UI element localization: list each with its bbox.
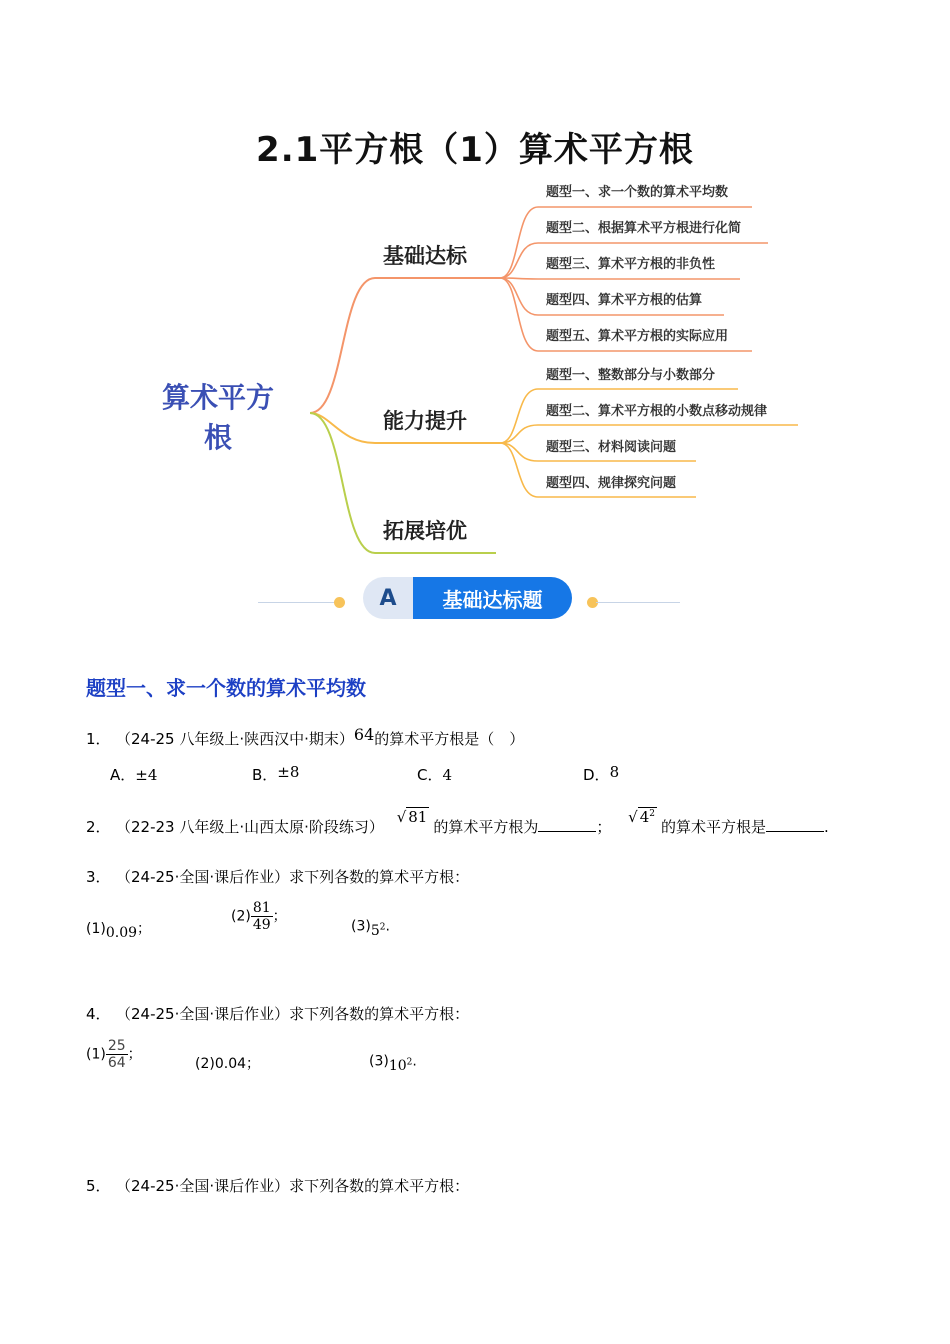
question-source: （22-23 八年级上·山西太原·阶段练习）: [116, 818, 384, 836]
question-3: [86, 866, 469, 887]
question-4: [86, 1003, 469, 1024]
question-2: 2． （22-23 八年级上·山西太原·阶段练习） √ 81的算术平方根为 ； √ $4^2$的算术平方根是 .: [86, 808, 829, 836]
badge-letter: A: [363, 577, 413, 619]
option-d[interactable]: D．8: [583, 763, 620, 784]
math-expression: 64: [353, 725, 375, 744]
q4-part-2: (2)0.04；: [195, 1056, 261, 1072]
q4-part-3: $(3)10^2$.: [369, 1053, 417, 1074]
sqrt-81: √ 81: [396, 808, 428, 826]
question-source: （24-25·全国·课后作业）: [116, 1005, 290, 1023]
question-1: [86, 725, 525, 749]
question-source: （24-25·全国·课后作业）: [116, 1177, 290, 1195]
question-text: 的算术平方根为: [433, 818, 539, 836]
mindmap-root-line1: 算术平方: [161, 381, 275, 414]
divider-left: [258, 602, 338, 603]
section-badge: [363, 577, 572, 619]
mindmap-item: 题型一、整数部分与小数部分: [546, 368, 716, 383]
page-title: 2.1平方根（1）算术平方根: [256, 130, 694, 170]
connector-extend: [310, 413, 375, 553]
dot-left: [334, 597, 345, 608]
branch-label-ability: 能力提升: [383, 409, 467, 433]
mindmap-item: 题型三、材料阅读问题: [546, 440, 677, 455]
question-number: 4．: [86, 1005, 111, 1023]
question-number: 3．: [86, 868, 111, 886]
question-text: 求下列各数的算术平方根：: [289, 1005, 470, 1023]
answer-blank-2[interactable]: [766, 817, 824, 832]
question-text: 的算术平方根是: [661, 818, 767, 836]
mindmap-item: 题型一、求一个数的算术平均数: [546, 185, 729, 200]
question-text: 求下列各数的算术平方根：: [289, 1177, 470, 1195]
mindmap-item: 题型四、算术平方根的估算: [546, 293, 703, 308]
branch-label-basic: 基础达标: [383, 244, 467, 268]
question-number: 5．: [86, 1177, 111, 1195]
option-a[interactable]: A．±4: [110, 766, 158, 784]
q4-part-1: (1) $\frac{25}{64}$ ；: [86, 1038, 142, 1071]
badge-text: 基础达标题: [413, 577, 572, 619]
mindmap-item: 题型五、算术平方根的实际应用: [546, 329, 729, 344]
question-text: 求下列各数的算术平方根：: [289, 868, 470, 886]
mindmap-item: 题型二、算术平方根的小数点移动规律: [546, 404, 768, 419]
question-number: 1．: [86, 730, 111, 748]
mindmap-item: 题型三、算术平方根的非负性: [546, 257, 716, 272]
branch-label-extend: 拓展培优: [383, 519, 467, 543]
question-source: （24-25 八年级上·陕西汉中·期末）: [116, 730, 354, 748]
question-number: 2．: [86, 818, 111, 836]
mindmap-root-line2: 根: [203, 421, 233, 454]
answer-blank-1[interactable]: [538, 817, 596, 832]
connector-basic: [310, 278, 375, 413]
mind-map: [0, 0, 950, 570]
mindmap-item: 题型四、规律探究问题: [546, 476, 677, 491]
q3-part-3: $(3)5^2$.: [351, 918, 390, 939]
question-5: [86, 1175, 469, 1196]
option-b[interactable]: B．±8: [252, 763, 300, 784]
q3-part-2: (2) $\frac{81}{49}$ ；: [231, 900, 287, 933]
mindmap-item: 题型二、根据算术平方根进行化简: [546, 221, 742, 236]
sqrt-4-squared: √ $4^2$: [628, 808, 655, 826]
question-text: 的算术平方根是（ ）: [374, 730, 525, 748]
option-c[interactable]: C．4: [417, 766, 453, 784]
question-source: （24-25·全国·课后作业）: [116, 868, 290, 886]
divider-right: [596, 602, 680, 603]
q3-part-1: (1)0.09；: [86, 921, 152, 941]
section-title: 题型一、求一个数的算术平均数: [86, 676, 366, 700]
